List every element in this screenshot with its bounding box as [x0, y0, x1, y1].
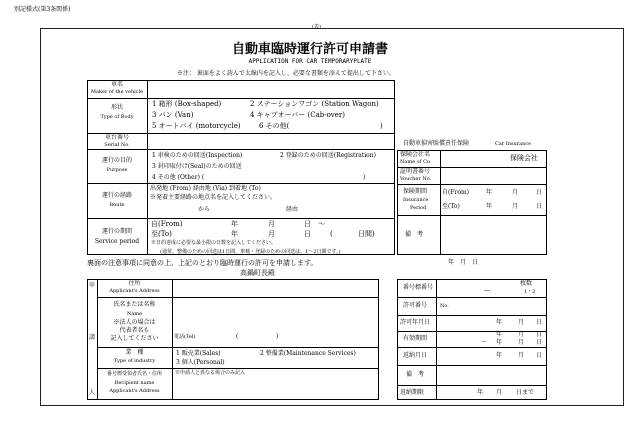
tel-input[interactable] [240, 333, 274, 342]
route-note: ※発着主要経路の地点名を記入してください。 [150, 194, 277, 201]
insurance-company-label-en: Name of Co. [400, 159, 432, 165]
route-from: から [198, 206, 211, 213]
body-type-paren-close: ) [380, 122, 383, 130]
maker-label-en: Maker of the vehicle [90, 89, 144, 95]
permit-date-label: 許可年月日 [400, 319, 431, 326]
body-type-option-6[interactable]: 6 その他( [259, 122, 290, 130]
period-from-year: 年 [231, 220, 238, 228]
period-days-open: ( [330, 230, 333, 238]
period-note-1: ※日的達成に必要な最小限の日数を記入してください。 [151, 240, 277, 246]
address-label-en: Applicant's Address [109, 288, 160, 294]
tel-paren-open: ( [236, 333, 239, 340]
period-note-2: (通常、整備のための回送は1日間、車検・登録のための回送は、1～2日間です。) [160, 249, 341, 255]
recipient-label: 番号標受領者氏名・住所 [106, 371, 162, 377]
page-subtitle: APPLICATION FOR CAR TEMPORARYPLATE [248, 58, 372, 65]
industry-label: 業 種 [125, 349, 144, 356]
route-label: 運行の経路 [101, 192, 132, 199]
insurance-header-en: Car Insurance [495, 141, 532, 147]
return-limit-until: 日まで [516, 389, 535, 396]
voucher-input[interactable] [441, 168, 546, 183]
mayor-name: 高鍋町長殿 [240, 269, 275, 277]
recipient-input[interactable] [173, 379, 378, 399]
body-type-option-4[interactable]: 4 キャブオーバー (Cab-over) [250, 111, 345, 119]
tel-paren-close: ) [276, 333, 279, 340]
name-input[interactable] [173, 298, 378, 328]
recipient-label-en2: Applicant's Address [109, 388, 160, 394]
period-to-year: 年 [231, 230, 238, 238]
insurance-from: 自(From) [442, 189, 470, 196]
route-via: 経由 [286, 206, 299, 213]
voucher-label: 証明書番号 [400, 168, 431, 175]
period-to: 至(To) [151, 230, 172, 238]
applicant-side-2: 請 [89, 334, 96, 341]
valid-to-year: 年 [496, 339, 503, 346]
period-tilde: ～ [318, 220, 325, 228]
insurance-remarks-label: 備 考 [405, 231, 424, 238]
purpose-option-2[interactable]: 2 登録のための回送(Registration) [280, 152, 376, 159]
voucher-label-en: Voucher No. [400, 176, 432, 182]
serial-input[interactable] [148, 134, 394, 148]
serial-label-en: Serial No. [104, 142, 130, 148]
period-label-en: Service period [94, 238, 140, 245]
plate-no-label: 番号標番号 [403, 284, 434, 291]
period-from: 自(From) [151, 220, 183, 228]
name-label-en: Name [126, 311, 143, 317]
serial-label: 車台番号 [104, 134, 129, 141]
body-type-option-1[interactable]: 1 箱形 (Box-shaped) [152, 100, 222, 108]
recipient-label-en1: Recipient name [114, 380, 155, 386]
return-limit-year: 年 [477, 389, 484, 396]
valid-from-month: 月 [518, 331, 525, 338]
purpose-label-en: Purpose [106, 167, 128, 173]
permit-date-year: 年 [496, 319, 503, 326]
permit-date-month: 月 [518, 319, 525, 326]
report-date-label: 返納月日 [403, 352, 428, 359]
page-title: 自動車臨時運行許可申請書 [231, 42, 388, 57]
declaration-date[interactable]: 年 月 日 [448, 259, 479, 266]
valid-to-month: 月 [518, 339, 525, 346]
body-type-option-2[interactable]: 2 ステーションワゴン (Station Wagon) [250, 100, 379, 108]
period-from-month: 月 [268, 220, 275, 228]
form-code: 別記様式(第3条関係) [14, 6, 71, 13]
return-limit-month: 月 [496, 389, 503, 396]
corp-note-3: 記入してください [110, 335, 159, 342]
route-header: 出発地 (From) 経由地 (Via) 到着地 (To) [150, 185, 261, 192]
industry-option-2[interactable]: 2 整備業(Maintenance Services) [260, 350, 356, 357]
recipient-note: ※申請人と異なる場合のみ記入 [175, 370, 246, 376]
corp-note-1: ※法人の場合は [113, 319, 156, 326]
address-label: 住所 [128, 280, 141, 287]
insurance-header: 自動車損害賠償責任保険 [403, 140, 470, 147]
valid-from-day: 日 [536, 331, 543, 338]
notice-text: ※注： 裏面をよく読んで太線内を記入し、必要な書類を添えて提出して下さい。 [177, 70, 395, 77]
name-label: 氏名または名称 [113, 301, 156, 308]
route-label-en: Route [109, 202, 125, 208]
insurance-to-year: 年 [486, 203, 493, 210]
purpose-paren-close: ) [363, 174, 366, 181]
purpose-option-3[interactable]: 3 封印取付け(Seal)のための回送 [152, 163, 242, 170]
industry-option-3[interactable]: 3 個人(Personal) [176, 359, 225, 366]
valid-from-year: 年 [496, 331, 503, 338]
report-date-year: 年 [496, 352, 503, 359]
purpose-label: 運行の目的 [101, 157, 132, 164]
report-date-day: 日 [536, 352, 543, 359]
insurance-period-label: 保険期間 [403, 188, 428, 195]
insurance-period-label-en1: Insurance [403, 197, 429, 203]
industry-label-en: Type of industry [113, 358, 156, 364]
period-to-day: 日 [304, 230, 311, 238]
insurance-to: 至(To) [442, 203, 460, 210]
corp-note-2: 代表者名も [119, 327, 150, 334]
purpose-option-4[interactable]: 4 その他 (Other) ( [152, 174, 205, 181]
insurance-company-label: 保険会社名 [400, 151, 431, 158]
period-label: 運行の期間 [101, 228, 132, 235]
maker-label: 車名 [110, 81, 123, 88]
valid-tilde: ～ [481, 339, 488, 346]
industry-option-1[interactable]: 1 販売業(Sales) [176, 350, 221, 357]
permit-no-label: 許可番号 [403, 302, 428, 309]
applicant-side-3: 人 [89, 389, 96, 396]
body-type-label-en: Type of Body [100, 114, 134, 120]
declaration-text: 裏面の注意事項に同意の上、上記のとおり臨時運行の許可を申請します。 [87, 259, 318, 267]
valid-period-label: 有効期間 [403, 335, 428, 342]
period-to-month: 月 [268, 230, 275, 238]
plate-no-dash: ― [484, 287, 490, 294]
tel-label: 電話(Tel) [174, 334, 196, 340]
permit-no-prefix: No. [440, 303, 449, 309]
return-limit-label: 返納期限 [400, 389, 425, 396]
report-date-month: 月 [518, 352, 525, 359]
insurance-from-day: 日 [536, 189, 543, 196]
insurance-to-day: 日 [536, 203, 543, 210]
insurance-period-label-en2: Period [410, 205, 427, 211]
applicant-side-1: 申 [89, 282, 96, 289]
plate-count-value: 1・2 [524, 289, 536, 295]
permit-date-day: 日 [536, 319, 543, 326]
valid-to-day: 日 [536, 339, 543, 346]
address-input[interactable] [173, 280, 378, 296]
insurance-to-month: 月 [512, 203, 519, 210]
body-type-label: 形状 [110, 104, 123, 111]
insurance-from-month: 月 [512, 189, 519, 196]
period-from-day: 日 [304, 220, 311, 228]
purpose-option-1[interactable]: 1 車検のための回送(Inspection) [152, 152, 243, 159]
insurance-company-value[interactable]: 保険会社 [510, 154, 538, 162]
office-remarks-label: 備 考 [406, 371, 425, 378]
plate-count-label: 枚数 [520, 280, 533, 287]
body-type-option-3[interactable]: 3 バン (Van) [152, 111, 194, 119]
insurance-from-year: 年 [486, 189, 493, 196]
body-type-option-5[interactable]: 5 オートバイ (motorcycle) [152, 122, 241, 130]
side-label: (表) [312, 24, 321, 30]
period-days: 日間) [358, 230, 375, 238]
maker-input[interactable] [148, 81, 394, 97]
